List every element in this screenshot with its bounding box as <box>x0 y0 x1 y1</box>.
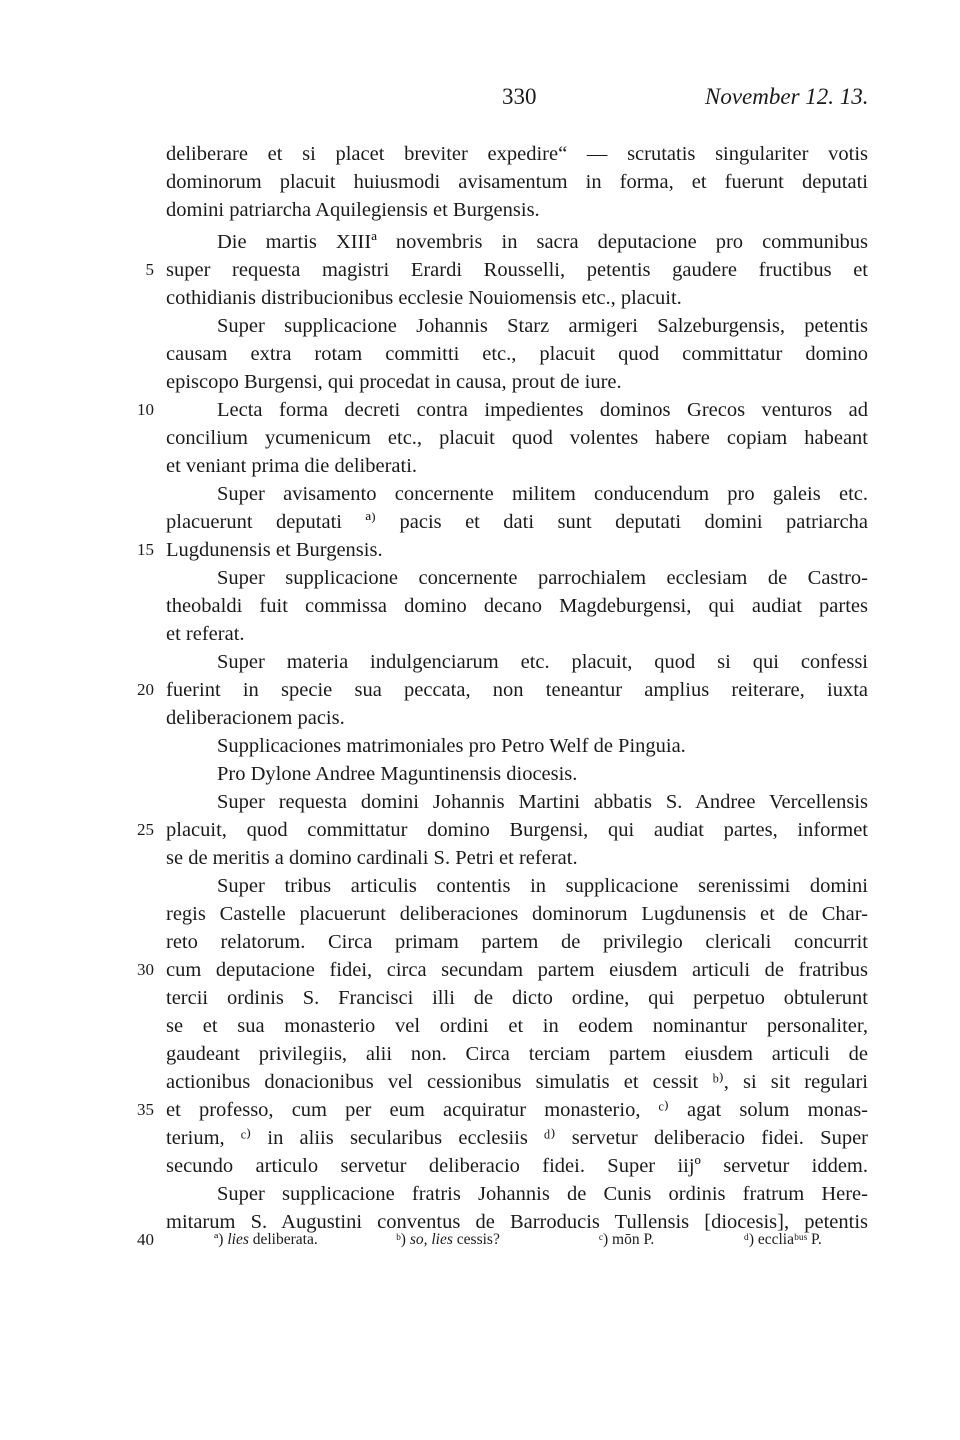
text-line: mitarum S. Augustini conventus de Barroducis Tullensis [diocesis], petentis <box>166 1211 868 1233</box>
footnote-b <box>396 1226 500 1254</box>
line-number: 25 <box>137 820 154 839</box>
line-number: 40 <box>137 1230 154 1249</box>
text-line: dominorum placuit huiusmodi avisamentum in forma, et fuerunt deputati <box>166 171 868 193</box>
text-line: Super tribus articulis contentis in supplicacione serenissimi domini <box>217 875 868 897</box>
text-line: Super requesta domini Johannis Martini abbatis S. Andree Vercellensis <box>217 791 868 813</box>
line-number: 5 <box>145 260 154 279</box>
text-line: Lecta forma decreti contra impedientes dominos Grecos venturos ad <box>217 399 868 421</box>
text-line: gaudeant privilegiis, alii non. Circa terciam partem eiusdem articuli de <box>166 1043 868 1065</box>
text-line: se et sua monasterio vel ordini et in eodem nominantur personaliter, <box>166 1015 868 1037</box>
text-line: super requesta magistri Erardi Rousselli, petentis gaudere fructibus et <box>166 259 868 281</box>
text-line: causam extra rotam committi etc., placuit quod committatur domino <box>166 343 868 365</box>
text-line: deliberare et si placet breviter expedire“ — scrutatis singulariter votis <box>166 143 868 165</box>
text-line: theobaldi fuit commissa domino decano Magdeburgensi, qui audiat partes <box>166 595 868 617</box>
footnote-text: deliberata. <box>252 1231 318 1248</box>
text-line: et veniant prima die deliberati. <box>166 455 418 477</box>
text-line: Pro Dylone Andree Maguntinensis diocesis. <box>217 763 578 785</box>
line-number: 30 <box>137 960 154 979</box>
text-line: Supplicaciones matrimoniales pro Petro Welf de Pinguia. <box>217 735 686 757</box>
footnote-mark: ᶜ) <box>599 1231 609 1248</box>
text-line: tercii ordinis S. Francisci illi de dicto ordine, qui perpetuo obtulerunt <box>166 987 868 1009</box>
footnote-mark: ᵈ) <box>744 1231 754 1248</box>
footnote-italic: so, lies <box>409 1231 453 1248</box>
text-line: Super avisamento concernente militem conducendum pro galeis etc. <box>217 483 868 505</box>
footnote-text: eccliaᵇᵘˢ P. <box>757 1231 822 1248</box>
text-line: actionibus donacionibus vel cessionibus simulatis et cessit ᵇ⁾, si sit regulari <box>166 1071 868 1093</box>
text-line: episcopo Burgensi, qui procedat in causa, prout de iure. <box>166 371 622 393</box>
footnotes <box>0 1226 960 1254</box>
text-line: cum deputacione fidei, circa secundam partem eiusdem articuli de fratribus <box>166 959 868 981</box>
footnote-text: cessis? <box>456 1231 500 1248</box>
footnote-c <box>599 1226 654 1254</box>
text-line: domini patriarcha Aquilegiensis et Burgensis. <box>166 199 540 221</box>
text-line: Super supplicacione Johannis Starz armigeri Salzeburgensis, petentis <box>217 315 868 337</box>
footnote-italic: lies <box>227 1231 249 1248</box>
text-line: Lugdunensis et Burgensis. <box>166 539 383 561</box>
line-number: 35 <box>137 1100 154 1119</box>
line-number: 20 <box>137 680 154 699</box>
text-line: et professo, cum per eum acquiratur monasterio, ᶜ⁾ agat solum monas- <box>166 1099 868 1121</box>
text-line: Super supplicacione concernente parrochialem ecclesiam de Castro- <box>217 567 868 589</box>
text-line: et referat. <box>166 623 245 645</box>
footnote-text: mōn P. <box>612 1231 655 1248</box>
text-line: se de meritis a domino cardinali S. Petri et referat. <box>166 847 578 869</box>
text-line: deliberacionem pacis. <box>166 707 345 729</box>
text-line: regis Castelle placuerunt deliberaciones dominorum Lugdunensis et de Char- <box>166 903 868 925</box>
text-line: Die martis XIIIª novembris in sacra deputacione pro communibus <box>217 231 868 253</box>
text-line: terium, ᶜ⁾ in aliis secularibus ecclesiis ᵈ⁾ servetur deliberacio fidei. Super <box>166 1127 868 1149</box>
page-header <box>0 84 960 116</box>
footnote-a <box>214 1226 318 1254</box>
footnote-mark: ᵇ) <box>396 1231 406 1248</box>
running-title: November 12. 13. <box>705 84 869 109</box>
text-line: cothidianis distribucionibus ecclesie Nouiomensis etc., placuit. <box>166 287 682 309</box>
text-line: secundo articulo servetur deliberacio fidei. Super iijº servetur iddem. <box>166 1155 868 1177</box>
line-number: 15 <box>137 540 154 559</box>
page-number: 330 <box>502 84 537 109</box>
text-line: fuerint in specie sua peccata, non teneantur amplius reiterare, iuxta <box>166 679 868 701</box>
text-line: Super supplicacione fratris Johannis de Cunis ordinis fratrum Here- <box>217 1183 868 1205</box>
text-line: concilium ycumenicum etc., placuit quod volentes habere copiam habeant <box>166 427 868 449</box>
footnote-mark: ª) <box>214 1231 224 1248</box>
text-line: placuerunt deputati ª⁾ pacis et dati sunt deputati domini patriarcha <box>166 511 868 533</box>
text-line: Super materia indulgenciarum etc. placuit, quod si qui confessi <box>217 651 868 673</box>
text-line: placuit, quod committatur domino Burgensi, qui audiat partes, informet <box>166 819 868 841</box>
text-line: reto relatorum. Circa primam partem de privilegio clericali concurrit <box>166 931 868 953</box>
line-number: 10 <box>137 400 154 419</box>
footnote-d <box>744 1226 822 1254</box>
